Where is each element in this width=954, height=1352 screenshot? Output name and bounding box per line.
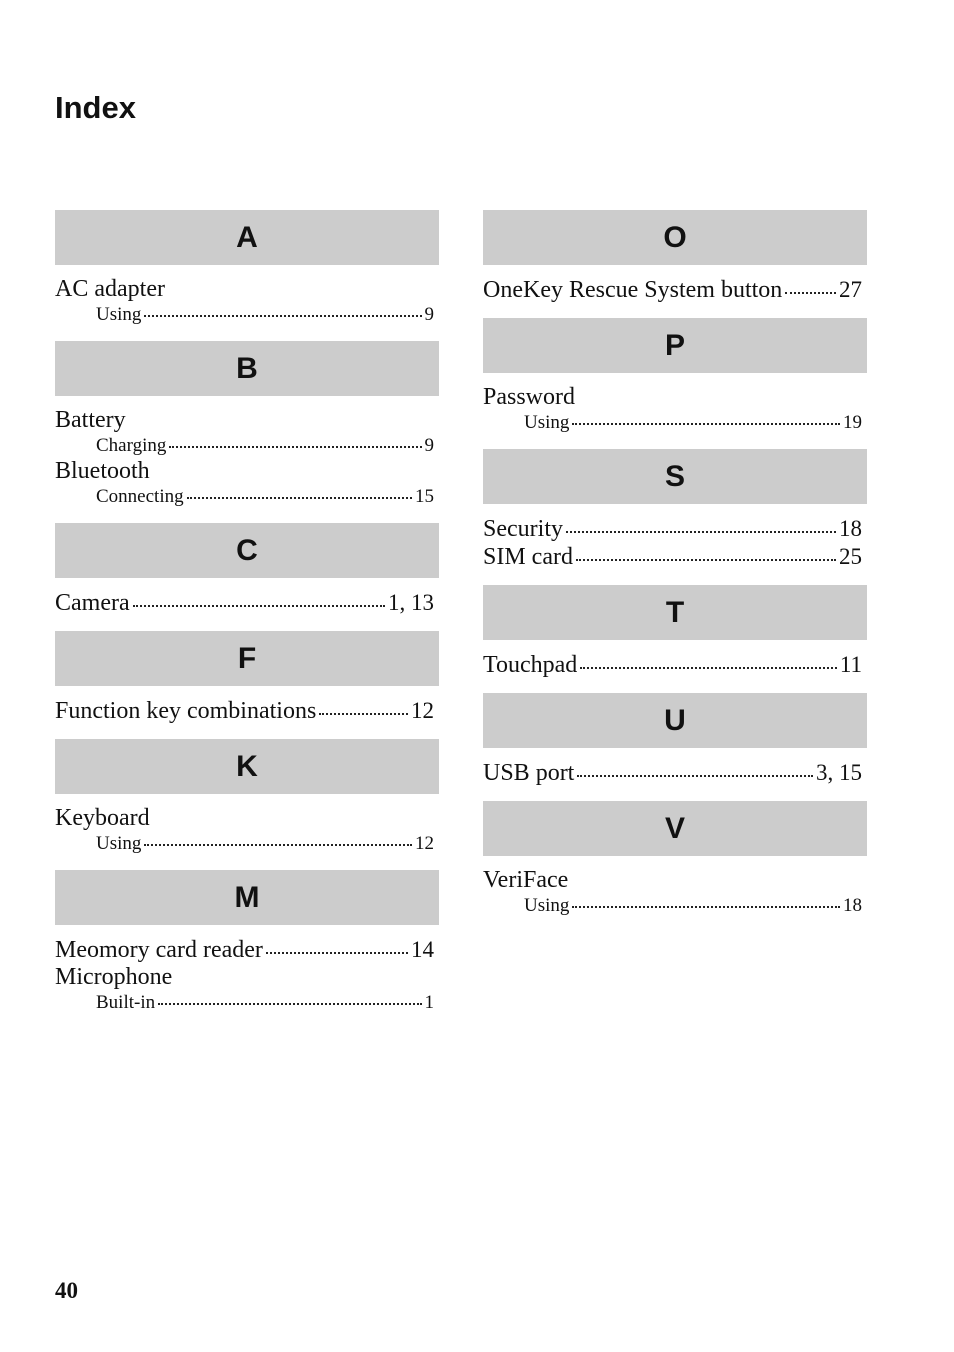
entry-label: OneKey Rescue System button	[483, 277, 783, 303]
entry-list	[483, 373, 867, 449]
section-letter-header: V	[483, 801, 867, 856]
entry-list	[483, 640, 867, 693]
entry-page-ref: 9	[424, 304, 434, 325]
entry-page-ref: 1	[424, 992, 434, 1013]
dot-leader	[566, 531, 836, 533]
entry-list	[55, 686, 439, 739]
entry-label: USB port	[483, 760, 575, 786]
entry-page-ref: 12	[415, 833, 434, 854]
dot-leader	[576, 559, 836, 561]
dot-leader	[187, 497, 412, 499]
entry-label: Function key combinations	[55, 698, 317, 724]
entry-page-ref: 15	[415, 486, 434, 507]
entry-list	[483, 856, 867, 932]
entry-page-ref: 25	[839, 544, 862, 569]
entry-list	[483, 265, 867, 318]
dot-leader	[144, 315, 421, 317]
index-subentry	[483, 411, 867, 435]
index-section	[483, 693, 867, 801]
dot-leader	[266, 952, 408, 954]
entry-page-ref: 12	[411, 698, 434, 723]
index-subentry	[55, 991, 439, 1015]
index-column-right	[483, 210, 867, 932]
index-section	[483, 585, 867, 693]
index-entry	[483, 515, 867, 543]
index-entry	[55, 458, 439, 485]
entry-label: Password	[483, 384, 576, 410]
entry-label: Built-in	[96, 992, 156, 1013]
section-letter-header: B	[55, 341, 439, 396]
entry-page-ref: 19	[843, 412, 862, 433]
entry-label: Charging	[96, 435, 167, 456]
index-subentry	[55, 485, 439, 509]
entry-label: Microphone	[55, 964, 173, 990]
entry-list	[483, 748, 867, 801]
section-letter-header: U	[483, 693, 867, 748]
index-section	[483, 801, 867, 932]
entry-page-ref: 18	[839, 516, 862, 541]
dot-leader	[572, 906, 840, 908]
section-letter-header: S	[483, 449, 867, 504]
entry-label: Keyboard	[55, 805, 150, 831]
page-number: 40	[55, 1278, 78, 1303]
dot-leader	[133, 605, 385, 607]
index-subentry	[55, 303, 439, 327]
dot-leader	[572, 423, 840, 425]
index-section	[483, 210, 867, 318]
entry-label: Using	[524, 895, 570, 916]
entry-list	[55, 265, 439, 341]
index-entry	[55, 589, 439, 617]
entry-label: Bluetooth	[55, 458, 150, 484]
index-entry	[483, 543, 867, 571]
entry-label: SIM card	[483, 544, 573, 570]
index-entry	[55, 964, 439, 991]
index-entry	[483, 384, 867, 411]
entry-page-ref: 9	[424, 435, 434, 456]
index-section	[483, 449, 867, 585]
entry-label: Connecting	[96, 486, 184, 507]
section-letter-header: M	[55, 870, 439, 925]
page-title: Index	[55, 90, 136, 125]
entry-label: VeriFace	[483, 867, 569, 893]
entry-page-ref: 3, 15	[816, 760, 862, 785]
section-letter-header: F	[55, 631, 439, 686]
entry-page-ref: 27	[839, 277, 862, 302]
entry-label: AC adapter	[55, 276, 165, 302]
entry-page-ref: 11	[839, 652, 862, 677]
entry-label: Touchpad	[483, 652, 578, 678]
index-entry	[483, 651, 867, 679]
section-letter-header: P	[483, 318, 867, 373]
index-column-left	[55, 210, 439, 1029]
section-letter-header: C	[55, 523, 439, 578]
index-entry	[55, 936, 439, 964]
entry-label: Using	[524, 412, 570, 433]
index-subentry	[55, 832, 439, 856]
section-letter-header: K	[55, 739, 439, 794]
index-section	[55, 631, 439, 739]
entry-label: Camera	[55, 590, 130, 616]
index-entry	[55, 805, 439, 832]
index-subentry	[55, 434, 439, 458]
index-section	[55, 870, 439, 1029]
entry-page-ref: 1, 13	[388, 590, 434, 615]
entry-list	[483, 504, 867, 585]
index-section	[483, 318, 867, 449]
entry-list	[55, 396, 439, 523]
entry-label: Meomory card reader	[55, 937, 263, 963]
entry-label: Using	[96, 833, 142, 854]
index-entry	[55, 276, 439, 303]
index-section	[55, 210, 439, 341]
section-letter-header: T	[483, 585, 867, 640]
dot-leader	[144, 844, 412, 846]
dot-leader	[785, 292, 836, 294]
index-section	[55, 523, 439, 631]
index-entry	[483, 867, 867, 894]
index-entry	[483, 759, 867, 787]
entry-page-ref: 14	[411, 937, 434, 962]
entry-label: Using	[96, 304, 142, 325]
section-letter-header: O	[483, 210, 867, 265]
index-entry	[55, 697, 439, 725]
entry-label: Security	[483, 516, 563, 542]
index-entry	[483, 276, 867, 304]
entry-list	[55, 925, 439, 1029]
entry-page-ref: 18	[843, 895, 862, 916]
dot-leader	[169, 446, 421, 448]
index-subentry	[483, 894, 867, 918]
entry-label: Battery	[55, 407, 126, 433]
index-section	[55, 341, 439, 523]
entry-list	[55, 578, 439, 631]
section-letter-header: A	[55, 210, 439, 265]
dot-leader	[158, 1003, 421, 1005]
dot-leader	[319, 713, 408, 715]
index-section	[55, 739, 439, 870]
dot-leader	[580, 667, 837, 669]
entry-list	[55, 794, 439, 870]
index-entry	[55, 407, 439, 434]
dot-leader	[577, 775, 813, 777]
